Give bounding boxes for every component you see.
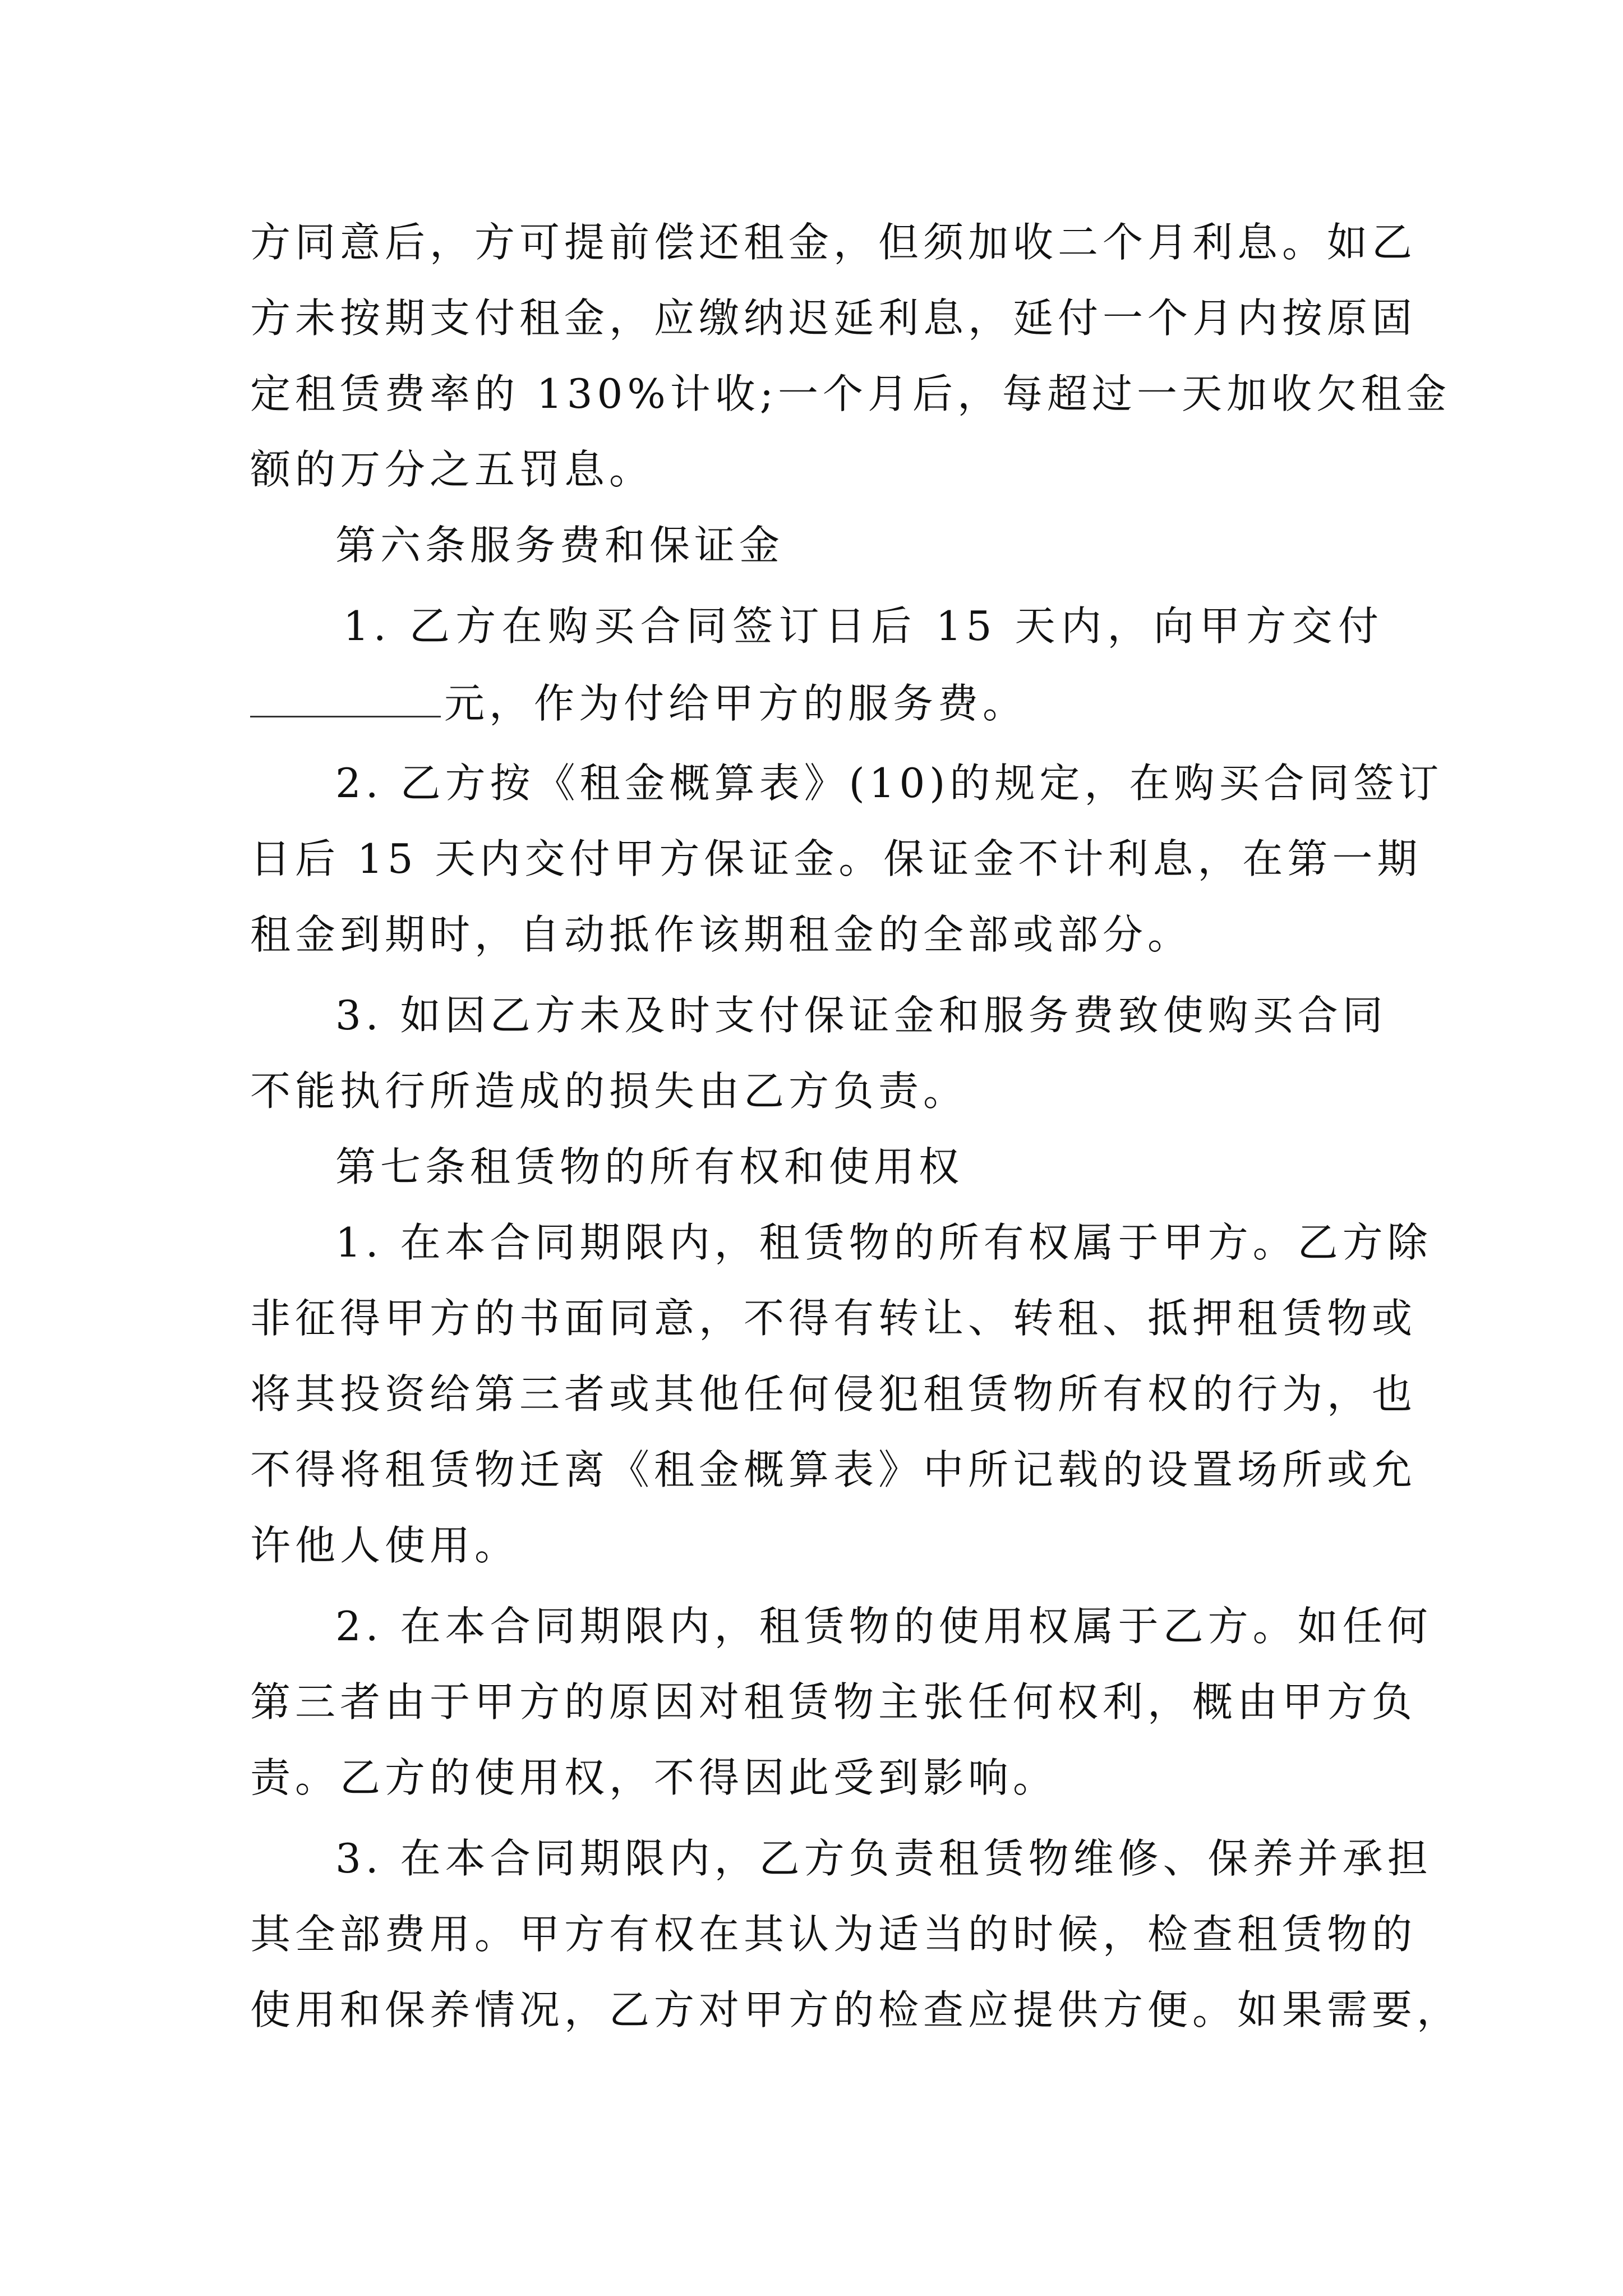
text-line: 非征得甲方的书面同意，不得有转让、转租、抵押租赁物或	[250, 1295, 1417, 1342]
text-line: 3. 如因乙方未及时支付保证金和服务费致使购买合同	[335, 992, 1387, 1039]
text-line-with-blank	[250, 675, 1383, 729]
text-line: 不能执行所造成的损失由乙方负责。	[250, 1068, 969, 1115]
text-line: 1. 在本合同期限内，租赁物的所有权属于甲方。乙方除	[335, 1219, 1432, 1266]
text-line: 第三者由于甲方的原因对租赁物主张任何权利，概由甲方负	[250, 1678, 1417, 1726]
fill-in-blank	[250, 675, 441, 717]
text-line: 将其投资给第三者或其他任何侵犯租赁物所有权的行为，也	[250, 1370, 1417, 1418]
text-line: 方未按期支付租金，应缴纳迟延利息，延付一个月内按原固	[250, 295, 1417, 342]
text-line: 2. 在本合同期限内，租赁物的使用权属于乙方。如任何	[335, 1603, 1432, 1650]
text-line: 3. 在本合同期限内，乙方负责租赁物维修、保养并承担	[335, 1835, 1432, 1882]
text-line: 方同意后，方可提前偿还租金，但须加收二个月利息。如乙	[250, 219, 1417, 266]
text-line: 使用和保养情况，乙方对甲方的检查应提供方便。如果需要，	[250, 1986, 1462, 2033]
section-heading-7: 第七条租赁物的所有权和使用权	[335, 1143, 964, 1190]
text-line: 不得将租赁物迁离《租金概算表》中所记载的设置场所或允	[250, 1446, 1417, 1493]
text-line: 许他人使用。	[250, 1522, 520, 1569]
text-line: 额的万分之五罚息。	[250, 446, 654, 493]
text-line: 1. 乙方在购买合同签订日后 15 天内，向甲方交付	[343, 602, 1383, 650]
text-line: 租金到期时，自动抵作该期租金的全部或部分。	[250, 911, 1193, 958]
text-line: 2. 乙方按《租金概算表》(10)的规定，在购买合同签订	[335, 760, 1444, 807]
text-line: 责。乙方的使用权，不得因此受到影响。	[250, 1754, 1058, 1801]
text-line: 日后 15 天内交付甲方保证金。保证金不计利息，在第一期	[250, 835, 1422, 882]
section-heading-6: 第六条服务费和保证金	[335, 522, 785, 569]
text-fragment: 元，作为付给甲方的服务费。	[444, 680, 1028, 727]
text-line: 其全部费用。甲方有权在其认为适当的时候，检查租赁物的	[250, 1911, 1417, 1958]
text-line: 定租赁费率的 130%计收;一个月后，每超过一天加收欠租金	[250, 370, 1451, 417]
